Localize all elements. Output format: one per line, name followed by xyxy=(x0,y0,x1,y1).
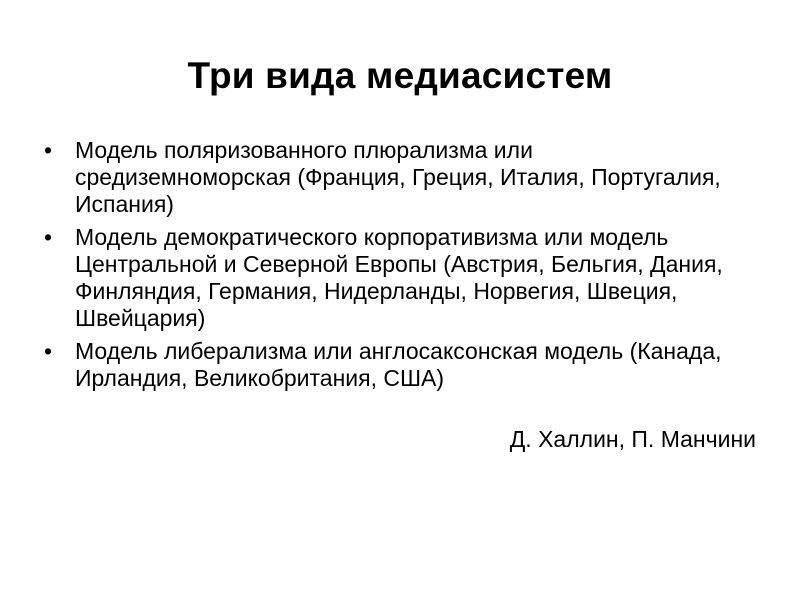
bullet-item xyxy=(44,338,744,392)
bullet-item xyxy=(44,137,744,218)
bullet-text: Модель демократического корпоративизма или модель Центральной и Северной Европы (Австрия, Бельгия, Дания, Финляндия, Германия, Нидерланды, Норвегия, Швеция, Швейцария) xyxy=(75,224,723,331)
bullet-item xyxy=(44,224,744,332)
bullet-point-icon: • xyxy=(44,338,53,364)
bullet-list xyxy=(44,137,744,398)
slide-title: Три вида медиасистем xyxy=(187,55,613,96)
bullet-point-icon: • xyxy=(44,224,53,250)
bullet-text: Модель поляризованного плюрализма или средиземноморская (Франция, Греция, Италия, Португалия, Испания) xyxy=(75,137,721,217)
bullet-text: Модель либерализма или англосаксонская модель (Канада, Ирландия, Великобритания, США) xyxy=(75,338,722,391)
attribution: Д. Халлин, П. Манчини xyxy=(509,426,756,452)
bullet-point-icon: • xyxy=(44,137,53,163)
